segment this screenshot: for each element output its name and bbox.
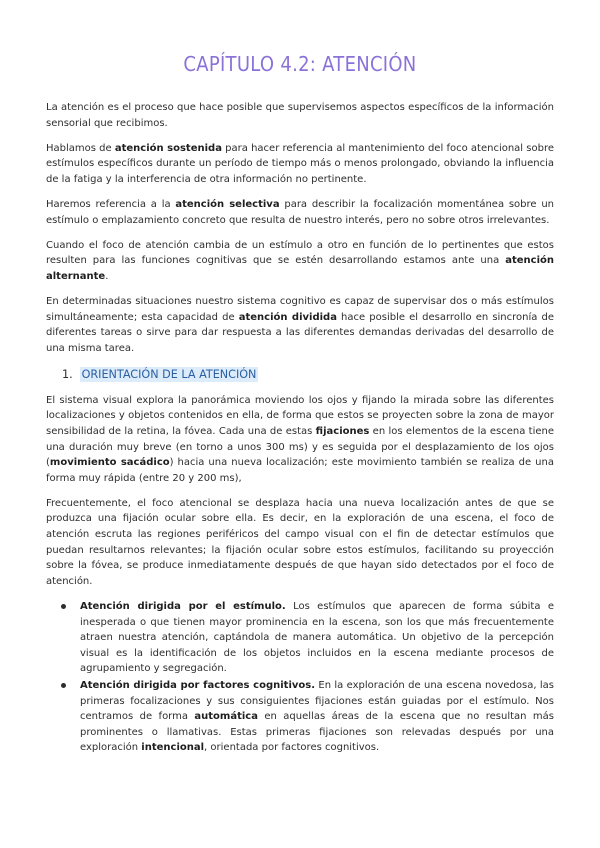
term-intentional: intencional	[141, 742, 205, 754]
bullet-term: Atención dirigida por factores cognitivos.	[80, 679, 316, 691]
bullet-icon	[61, 683, 66, 688]
section-title: ORIENTACIÓN DE LA ATENCIÓN	[81, 367, 257, 381]
list-item: Atención dirigida por el estímulo. Los estímulos que aparecen de forma súbita e inesperada o que tienen mayor prominencia en la escena, son los que más frecuentemente atraen nuestra atención, captándola de manera automática. Un objetivo de la percepción visual es la identificación de los objetos incluidos en la escena mediante procesos de agrupamiento y segregación.	[80, 599, 554, 677]
section-heading	[62, 366, 554, 384]
bullet-icon	[61, 604, 66, 609]
bullet-list	[46, 599, 554, 756]
term-selective-attention: atención selectiva	[175, 198, 280, 210]
term-automatic: automática	[194, 711, 258, 723]
term-alternating-attention: atención alternante	[46, 255, 554, 282]
section-number: 1.	[62, 367, 73, 381]
term-divided-attention: atención dividida	[238, 311, 337, 323]
chapter-title: CAPÍTULO 4.2: ATENCIÓN	[183, 52, 417, 76]
paragraph-alternating-attention: Cuando el foco de atención cambia de un estímulo a otro en función de lo pertinentes que estos resulten para las funciones cognitivas que se estén desarrollando estamos ante una atención alternante.	[46, 239, 554, 282]
list-item: Atención dirigida por factores cognitivos. En la exploración de una escena novedosa, las primeras focalizaciones y sus consiguientes fijaciones están guiadas por el estímulo. Nos centramos de forma automática en aquellas áreas de la escena que no resultan más prominentes o llamativas. Estas primeras fijaciones son relevadas después por una exploración intencional, orientada por factores cognitivos.	[80, 678, 554, 756]
term-saccadic-movement: movimiento sacádico	[49, 457, 170, 469]
paragraph-definition: La atención es el proceso que hace posible que supervisemos aspectos específicos de la información sensorial que recibimos.	[46, 102, 554, 129]
paragraph-attentional-focus: Frecuentemente, el foco atencional se desplaza hacia una nueva localización antes de que se produzca una fijación ocular sobre ella. Es decir, en la exploración de una escena, el foco de atención escruta las regiones periféricos del campo visual con el fin de detectar estímulos que puedan resultarnos relevantes; la fijación ocular sobre estos estímulos, facilitando su proyección sobre la fóvea, se produce inmediatamente después de que hayan sido detectados por el foco de atención.	[46, 497, 554, 587]
paragraph-selective-attention: Haremos referencia a la atención selectiva para describir la focalización momentánea sobre un estímulo o emplazamiento concreto que resulta de nuestro interés, pero no sobre otros irrelevantes.	[46, 198, 554, 226]
paragraph-visual-system: El sistema visual explora la panorámica moviendo los ojos y fijando la mirada sobre las diferentes localizaciones y objetos contenidos en ella, de forma que estos se proyecten sobre la zona de mayor sensibilidad de la retina, la fóvea. Cada una de estas fijaciones en los elementos de la escena tiene una duración muy breve (en torno a unos 300 ms) y es seguida por el desplazamiento de los ojos (movimiento sacádico) hacia una nueva localización; este movimiento también se realiza de una forma muy rápida (entre 20 y 200 ms),	[46, 394, 554, 484]
paragraph-sustained-attention: Hablamos de atención sostenida para hacer referencia al mantenimiento del foco atencional sobre estímulos específicos durante un período de tiempo más o menos prolongado, obviando la influencia de la fatiga y la interferencia de otra información no pertinente.	[46, 142, 554, 185]
paragraph-divided-attention: En determinadas situaciones nuestro sistema cognitivo es capaz de supervisar dos o más estímulos simultáneamente; esta capacidad de atención dividida hace posible el desarrollo en sincronía de diferentes tareas o sirve para dar respuesta a las diferentes demandas derivadas del desarrollo de una misma tarea.	[46, 295, 555, 354]
term-fixations: fijaciones	[315, 426, 370, 437]
bullet-term: Atención dirigida por el estímulo.	[80, 600, 286, 612]
term-sustained-attention: atención sostenida	[114, 142, 222, 154]
